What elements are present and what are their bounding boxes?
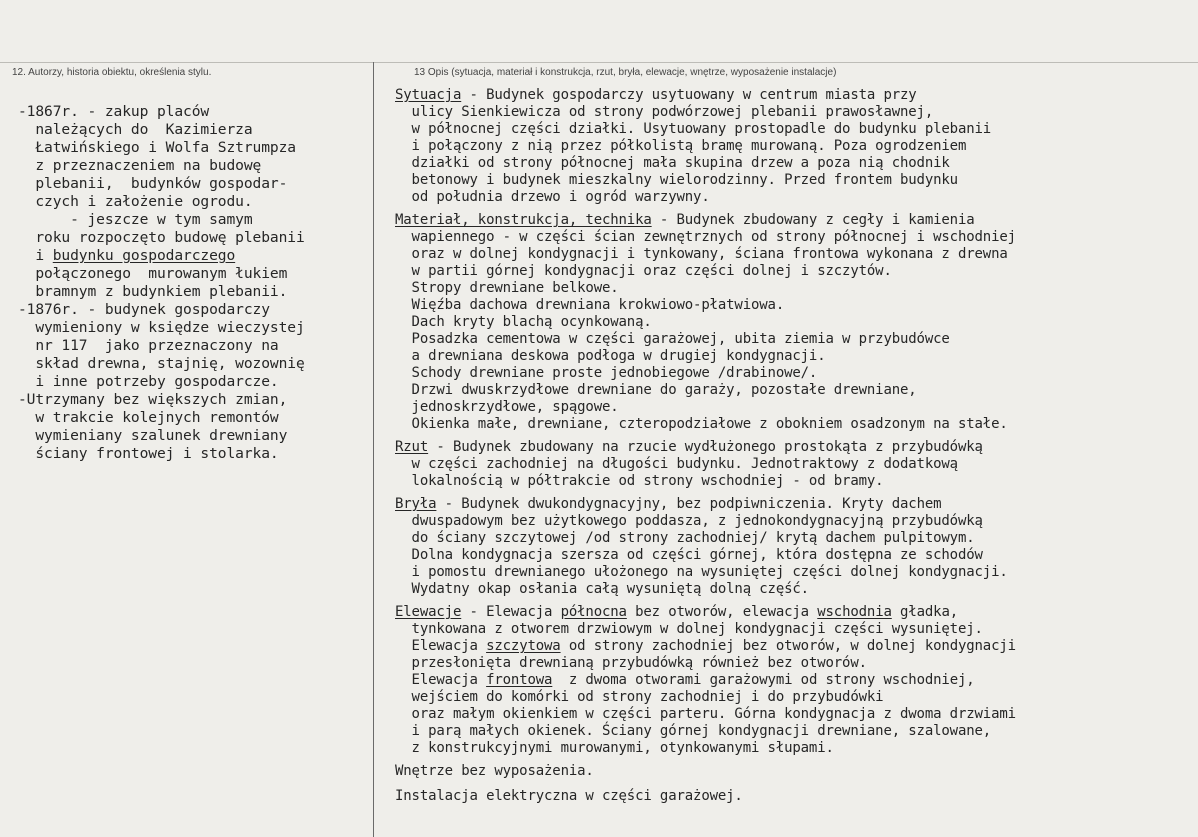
sytuacja-line: ulicy Sienkiewicza od strony podwórzowej plebanii prawosławnej,: [395, 104, 934, 120]
elewacje-text: gładka,: [891, 604, 958, 620]
elewacje-line: wejściem do komórki od strony zachodniej i do przybudówki: [395, 689, 884, 705]
bryla-line: dwuspadowym bez użytkowego poddasza, z jednokondygnacyjną przybudówką: [395, 513, 983, 529]
rzut-text: - Budynek zbudowany na rzucie wydłużonego prostokąta z przybudówką: [428, 439, 983, 455]
history-line: z przeznaczeniem na budowę: [18, 157, 262, 174]
material-label: Materiał, konstrukcja, technika: [395, 212, 652, 228]
history-line: plebanii, budynków gospodar-: [18, 175, 288, 192]
elewacje-text: - Elewacja: [461, 604, 561, 620]
sytuacja-line: w północnej części działki. Usytuowany prostopadle do budynku plebanii: [395, 121, 992, 137]
material-line: Więźba dachowa drewniana krokwiowo-płatwiowa.: [395, 297, 785, 313]
elewacje-line: i parą małych okienek. Ściany górnej kondygnacji drewniane, szalowane,: [395, 723, 992, 739]
elewacje-first-line: [395, 604, 958, 621]
history-line: -1867r. - zakup placów: [18, 103, 210, 120]
material-line: Okienka małe, drewniane, czteropodziałowe z obokniem osadzonym na stałe.: [395, 416, 1008, 432]
elewacje-line: przesłonięta drewnianą przybudówką również bez otworów.: [395, 655, 867, 671]
material-text: - Budynek zbudowany z cegły i kamienia: [651, 212, 975, 228]
history-line: -Utrzymany bez większych zmian,: [18, 391, 288, 408]
material-line: Drzwi dwuskrzydłowe drewniane do garaży, pozostałe drewniane,: [395, 382, 917, 398]
history-line: [18, 247, 235, 265]
history-line: roku rozpoczęto budowę plebanii: [18, 229, 305, 246]
history-field-header: 12. Autorzy, historia obiektu, określenia stylu.: [12, 67, 212, 78]
material-line: wapiennego - w części ścian zewnętrznych od strony północnej i wschodniej: [395, 229, 1016, 245]
rzut-line: w części zachodniej na długości budynku. Jednotraktowy z dodatkową: [395, 456, 958, 472]
history-line: nr 117 jako przeznaczony na: [18, 337, 279, 354]
bryla-line: Dolna kondygnacja szersza od części górnej, która dostępna ze schodów: [395, 547, 983, 563]
elewacje-text: Elewacja: [395, 672, 487, 688]
description-field-header: 13 Opis (sytuacja, materiał i konstrukcja, rzut, bryła, elewacje, wnętrze, wyposażenie instalacje): [414, 67, 837, 78]
elewacje-east: wschodnia: [817, 604, 892, 620]
history-line: wymieniany szalunek drewniany: [18, 427, 288, 444]
elewacje-line: oraz małym okienkiem w części parteru. Górna kondygnacja z dwoma drzwiami: [395, 706, 1016, 722]
history-underlined-term: budynku gospodarczego: [52, 247, 236, 264]
bryla-label: Bryła: [395, 496, 437, 512]
instalacja-line: Instalacja elektryczna w części garażowej.: [395, 788, 743, 804]
elewacje-line: [395, 638, 1016, 655]
history-line: czych i założenie ogrodu.: [18, 193, 253, 210]
elewacje-line: z konstrukcyjnymi murowanymi, otynkowanymi słupami.: [395, 740, 834, 756]
elewacje-label: Elewacje: [395, 604, 462, 620]
history-line: i inne potrzeby gospodarcze.: [18, 373, 279, 390]
sytuacja-line: działki od strony północnej mała skupina drzew a poza nią chodnik: [395, 155, 950, 171]
elewacje-line: tynkowana z otworem drzwiowym w dolnej kondygnacji części wysuniętej.: [395, 621, 983, 637]
wnetrze-line: Wnętrze bez wyposażenia.: [395, 763, 594, 779]
bryla-text: - Budynek dwukondygnacyjny, bez podpiwniczenia. Kryty dachem: [436, 496, 942, 512]
sytuacja-line: betonowy i budynek mieszkalny wielorodzinny. Przed frontem budynku: [395, 172, 958, 188]
elewacje-text: bez otworów, elewacja: [626, 604, 818, 620]
rzut-first-line: [395, 439, 983, 456]
elewacje-text: Elewacja: [395, 638, 487, 654]
history-line: wymieniony w księdze wieczystej: [18, 319, 305, 336]
material-line: Posadzka cementowa w części garażowej, ubita ziemia w przybudówce: [395, 331, 950, 347]
column-divider: [373, 62, 374, 837]
sytuacja-first-line: [395, 87, 917, 104]
material-line: Dach kryty blachą ocynkowaną.: [395, 314, 652, 330]
rzut-line: lokalnością w półtrakcie od strony wschodniej - od bramy.: [395, 473, 884, 489]
history-line: w trakcie kolejnych remontów: [18, 409, 279, 426]
history-line: skład drewna, stajnię, wozownię: [18, 355, 305, 372]
material-line: oraz w dolnej kondygnacji i tynkowany, ściana frontowa wykonana z drewna: [395, 246, 1008, 262]
history-line: ściany frontowej i stolarka.: [18, 445, 279, 462]
material-first-line: [395, 212, 975, 229]
material-line: Stropy drewniane belkowe.: [395, 280, 619, 296]
material-line: a drewniana deskowa podłoga w drugiej kondygnacji.: [395, 348, 826, 364]
header-rule: [0, 62, 1198, 63]
history-line: - jeszcze w tym samym: [18, 211, 253, 228]
sytuacja-line: i połączony z nią przez półkolistą bramę murowaną. Poza ogrodzeniem: [395, 138, 967, 154]
elewacje-text: od strony zachodniej bez otworów, w dolnej kondygnacji: [560, 638, 1016, 654]
history-line: bramnym z budynkiem plebanii.: [18, 283, 288, 300]
sytuacja-line: od południa drzewo i ogród warzywny.: [395, 189, 710, 205]
elewacje-text: z dwoma otworami garażowymi od strony wschodniej,: [552, 672, 975, 688]
history-line: -1876r. - budynek gospodarczy: [18, 301, 270, 318]
history-line: połączonego murowanym łukiem: [18, 265, 288, 282]
material-line: jednoskrzydłowe, spągowe.: [395, 399, 619, 415]
elewacje-north: północna: [560, 604, 627, 620]
bryla-line: i pomostu drewnianego ułożonego na wysuniętej części dolnej kondygnacji.: [395, 564, 1008, 580]
material-line: Schody drewniane proste jednobiegowe /drabinowe/.: [395, 365, 818, 381]
bryla-first-line: [395, 496, 941, 513]
history-line-prefix: i: [18, 247, 53, 264]
sytuacja-text: - Budynek gospodarczy usytuowany w centrum miasta przy: [461, 87, 917, 103]
elewacje-front: frontowa: [486, 672, 553, 688]
history-line: należących do Kazimierza: [18, 121, 253, 138]
history-line: Łatwińskiego i Wolfa Sztrumpza: [18, 139, 296, 156]
bryla-line: Wydatny okap osłania całą wysuniętą dolną część.: [395, 581, 809, 597]
rzut-label: Rzut: [395, 439, 429, 455]
sytuacja-label: Sytuacja: [395, 87, 462, 103]
elewacje-line: [395, 672, 975, 689]
material-line: w partii górnej kondygnacji oraz części dolnej i szczytów.: [395, 263, 892, 279]
elewacje-gable: szczytowa: [486, 638, 561, 654]
bryla-line: do ściany szczytowej /od strony zachodniej/ krytą dachem pulpitowym.: [395, 530, 975, 546]
